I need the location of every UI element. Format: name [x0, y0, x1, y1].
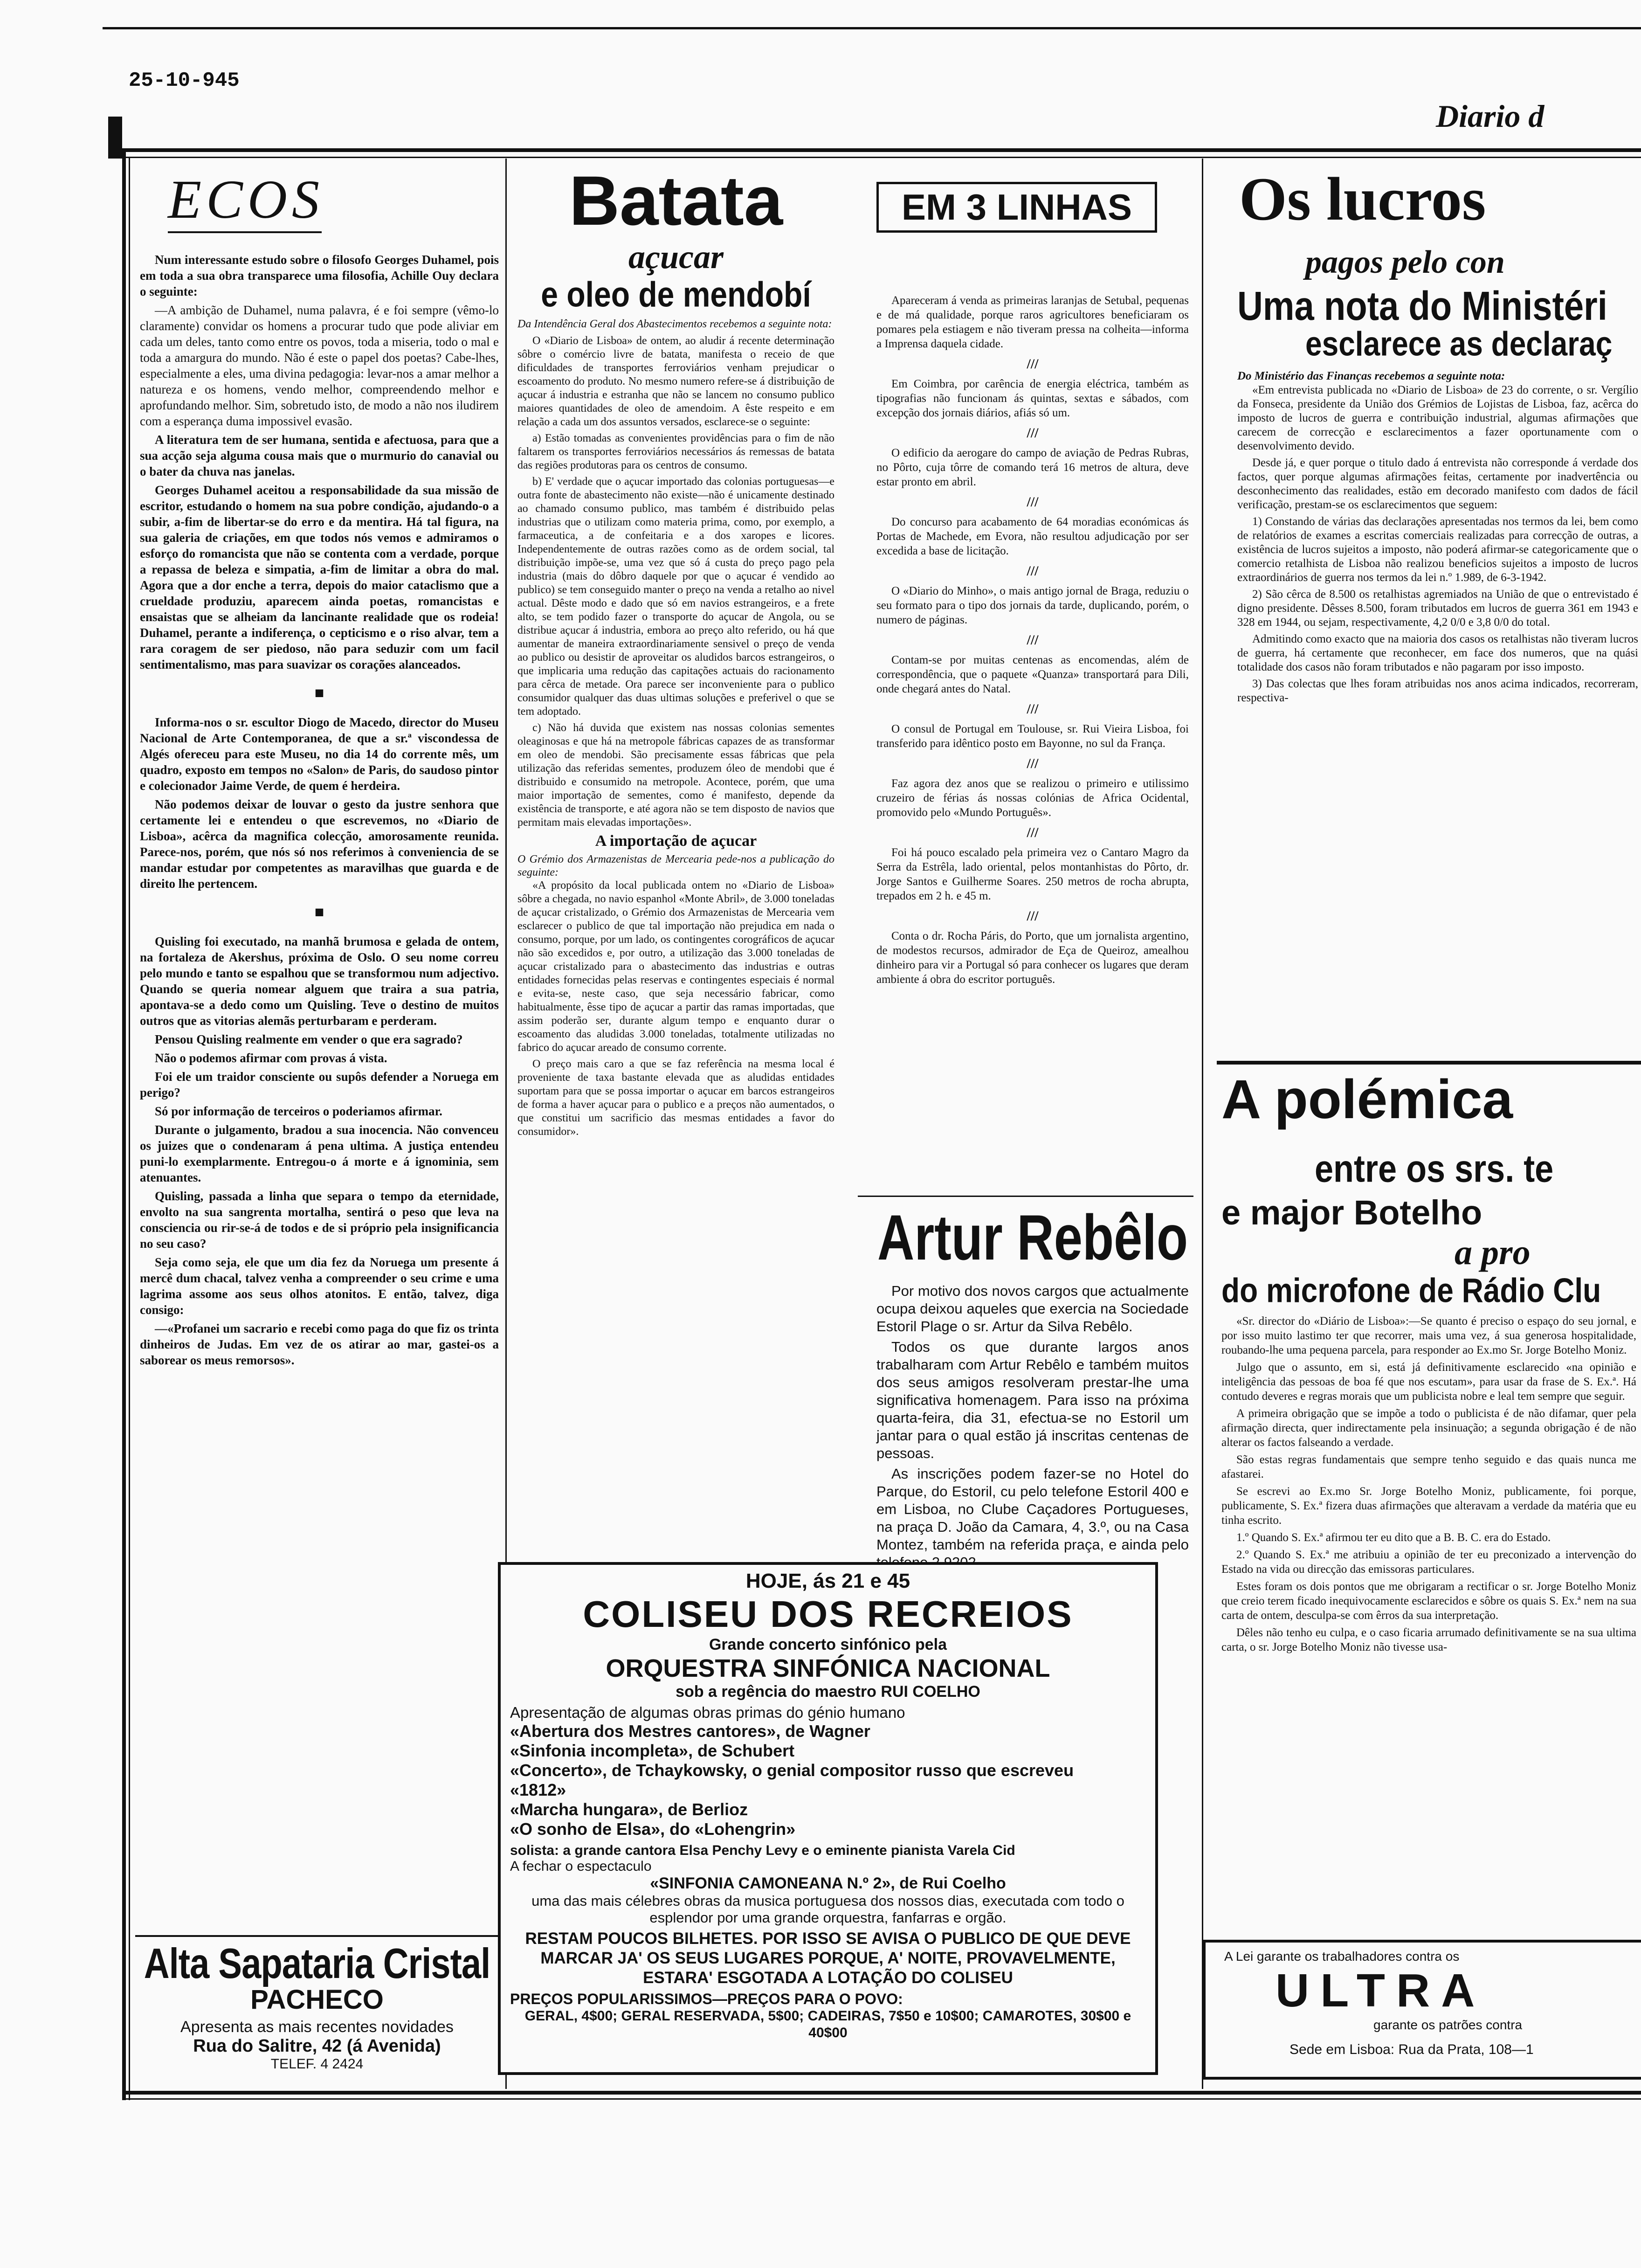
rebelo-article	[876, 1202, 1189, 1553]
coliseu-piece3: «Concerto», de Tchaykowsky, o genial compositor russo que escreveu	[510, 1761, 1074, 1780]
lucros-body	[1237, 383, 1638, 705]
paragraph: O preço mais caro a que se faz referência na mesma local é proveniente de taxa bastante elevada que as aludidas entidades suportam para que se possa importar o açucar em barcos estrangeiros de forma a haver açucar para o publico e a preços não aumentados, o que constitui um sacrificio das mesmas entidades a favor do consumidor».	[517, 1058, 834, 1138]
paragraph: a) Estão tomadas as convenientes providências para o fim de não faltarem os transportes ferroviários necessários ás remessas de batata das regiões produtoras para os centros de consumo.	[517, 432, 834, 471]
polemica-title: A polémica	[1221, 1069, 1513, 1130]
item-divider: ///	[1027, 908, 1039, 924]
paragraph: Se escrevi ao Ex.mo Sr. Jorge Botelho Moniz, publicamente, foi porque, publicamente, S. Ex.ª fizera duas afirmações que alteravam a verdade da matéria que eu tinha escrito.	[1221, 1485, 1636, 1527]
acucar-intro: O Grémio dos Armazenistas de Mercearia pede-nos a publicação do seguinte:	[517, 853, 834, 878]
coliseu-maestro: sob a regência do maestro RUI COELHO	[676, 1683, 980, 1701]
ultra-brand: ULTRA	[1276, 1964, 1486, 2017]
batata-intro: Da Intendência Geral dos Abastecimentos recebemos a seguinte nota:	[517, 318, 832, 330]
frame-left-rule	[122, 148, 126, 2100]
paragraph: Foi ele um traidor consciente ou supôs defender a Noruega em perigo?	[140, 1070, 499, 1099]
paragraph: «A propósito da local publicada ontem no «Diario de Lisboa» sôbre a chegada, no navio espanhol «Monte Abril», de 3.000 toneladas de açucar cristalizado, o Grémio dos Armazenistas de Mercearia vem esclarecer o publico de que tal importação não prejudica em nada o consumo, porque, por um lado, os contingentes corográficos de açucar não são excedidos e, por outro, a utilização das 3.000 toneladas de açucar cristalizado para o abastecimento das industrias e outras entidades fornecidas pelas reservas e contingentes especiais é normal e evita-se, neste caso, que seja necessário fabricar, como habitualmente, êsse tipo de açucar a partir das ramas importadas, que assim poderão ser, durante algum tempo e enquanto durar o escoamento das aludidas 3.000 toneladas, totalmente utilizadas no fabrico do açucar areado de consumo corrente.	[517, 879, 834, 1054]
ultra-line3: garante os patrões contra	[1373, 2018, 1523, 2032]
coliseu-ad	[498, 1562, 1158, 2075]
news-item: Foi há pouco escalado pela primeira vez o Cantaro Magro da Serra da Estrêla, lado oriental, pelos montanhistas do Pôrto, dr. Jorge Santos e Guilherme Soares. 250 metros de rocha abrupta, trepados em 2 h. e 45 m.	[876, 846, 1189, 902]
paragraph: Julgo que o assunto, em si, está já definitivamente esclarecido «na opinião e inteligência das pessoas de boa fé que nos escutam», para usar da frase de S. Ex.ª. Há contudo deveres e regras morais que um publicista nobre e leal tem sempre que seguir.	[1221, 1361, 1636, 1403]
paragraph: c) Não há duvida que existem nas nossas colonias sementes oleaginosas e que há na metropole fábricas capazes de as transformar em oleo de mendobi. São precisamente essas fábricas que pela utilização das referidas sementes, produzem óleo de mendobi que é distribuido e consumido na metropole. Acontece, porém, que uma maior importação de sementes, como é manifesto, depende da existência de transporte, e até agora não se tem disposto de navios que permitam mais elevadas importações».	[517, 722, 834, 829]
paragraph: Quisling, passada a linha que separa o tempo da eternidade, envolto na sua sangrenta mortalha, sentirá o peso que leva na consciencia ou rir-se-á de todos e de si próprio pela insignificancia no seu caso?	[140, 1189, 499, 1251]
ecos-title-underline	[168, 231, 322, 233]
coliseu-warning: RESTAM POUCOS BILHETES. POR ISSO SE AVISA O PUBLICO DE QUE DEVE MARCAR JA' OS SEUS LUGARES PORQUE, A' NOITE, PROVAVELMENTE, ESTARA' ESGOTADA A LOTAÇÃO DO COLISEU	[525, 1929, 1131, 1987]
masthead: Diario d	[1436, 98, 1544, 134]
ultra-line4: Sede em Lisboa: Rua da Prata, 108—1	[1289, 2042, 1534, 2057]
ultra-ad	[1203, 1940, 1641, 2080]
paragraph: Georges Duhamel aceitou a responsabilidade da sua missão de escritor, estudando o homem na sua pobre condição, ajudando-o a subir, a-fim de libertar-se do erro e da mentira. Há tal figura, na sua galeria de criações, em que todos nós vemos e admiramos o esforço do romancista que não se contenta com a verdade, porque a repassa de beleza e simpatia, a-fim de limitar a obra do mal. Agora que a dor enche a terra, depois do maior cataclismo que a crueldade produziu, aparecem ainda poetas, romancistas e ensaistas que se alheiam da lancinante realidade que os rodeia! Duhamel, perante a indiferença, o cepticismo e o riso alvar, tem a rara coragem de ser piedoso, não para seduzir com um facil sentimentalismo, mas para suavizar os corações alanceados.	[140, 483, 499, 671]
paragraph: 1.º Quando S. Ex.ª afirmou ter eu dito que a B. B. C. era do Estado.	[1236, 1531, 1551, 1544]
polemica-body	[1221, 1314, 1636, 1654]
frame-top-rule-thin	[122, 157, 1641, 158]
polemica-sub1: entre os srs. te	[1315, 1148, 1554, 1190]
paragraph: Informa-nos o sr. escultor Diogo de Macedo, director do Museu Nacional de Arte Contemporanea, de que a sr.ª viscondessa de Algés ofereceu para este Museu, no dia 14 do corrente mês, um quadro, exposto em tempos no «Salon» de Paris, do saudoso pintor e colecionador Jaime Verde, de quem é herdeira.	[140, 715, 499, 793]
news-item: Conta o dr. Rocha Páris, do Porto, que um jornalista argentino, de modestos recursos, admirador de Eça de Queiroz, amealhou dinheiro para vir a Portugal só para conhecer os lugares que deram ambiente á obra do escritor português.	[876, 930, 1189, 986]
em3linhas-column	[876, 182, 1189, 1198]
ad-phone: TELEF. 4 2424	[270, 2056, 364, 2072]
ecos-item-museu	[140, 714, 499, 892]
batata-column	[517, 163, 834, 1543]
lucros-sub1: pagos pelo con	[1305, 244, 1505, 280]
paragraph: b) E' verdade que o açucar importado das colonias portuguesas—e outra fonte de abastecimento não existe—não é unicamente destinado ao chamado consumo publico, mas também é distribuido pelas industrias que o utilizam como materia prima, como, por exemplo, a farmaceutica, a de confeitaria e a dos xaropes e licores. Independentemente de outras razões como as de ordem social, tal distribuição impõe-se, uma vez que só á custa do preço pago pela industria (mais do dôbro daquele por que o açucar é vendido ao publico) se tem conseguido manter o preço na venda a retalho ao nivel actual. Dêste modo e dado que só em navios estrangeiros, e a frete alto, se tem podido fazer o transporte do açucar de Angola, ou se distribue açucar á industria, embora ao preço alto referido, ou há que aumentar de maneira extraordinariamente sensivel o preço de venda ao publico ou desistir de aproveitar os aludidos barcos estrangeiros, o que implicaria uma redução das capitações actuais do racionamento para cêrca de metade. Ora parece ser inconveniente para o publico consumidor qualquer das duas ultimas soluções e preferivel o que se tem adoptado.	[517, 476, 834, 718]
paragraph: O «Diario de Lisboa» de ontem, ao aludir á recente determinação sôbre o comércio livre de batata, manifesta o receio de que dificuldades de transportes ferroviários venham prejudicar o escoamento do produto. No mesmo numero refere-se á distribuição de açucar á industria e estranha que não se lancem no consumo publico maiores quantidades de oleo de amendoim. A êste respeito e em relação a cada um dos assuntos versados, esclarece-se o seguinte:	[517, 335, 834, 428]
coliseu-sinfonia: «SINFONIA CAMONEANA N.º 2», de Rui Coelho	[650, 1874, 1006, 1892]
acucar-body	[517, 879, 834, 1139]
paragraph: «Sr. director do «Diário de Lisboa»:—Se quanto é preciso o espaço do seu jornal, e por isso muito lastimo ter que recorrer, mais uma vez, á sua generosa hospitalidade, roubando-lhe uma pequena parcela, para responder ao Ex.mo Sr. Jorge Botelho Moniz.	[1221, 1315, 1636, 1356]
paragraph: —A ambição de Duhamel, numa palavra, é e foi sempre (vêmo-lo claramente) convidar os homens a procurar tudo que pode aliviar em cada um deles, tanto como entre os povos, toda a miseria, todo o mal e toda a amargura do mundo. Não é este o papel dos poetas? Cabe-lhes, especialmente a eles, uma divina pedagogia: levar-nos a amar melhor a natureza e os homens, vendo melhor, compreendendo melhor e aprofundando melhor. Sim, sobretudo isto, de modo a não nos iludirem com a esperança duma impossivel evasão.	[140, 303, 499, 428]
news-item: Apareceram á venda as primeiras laranjas de Setubal, pequenas e de má qualidade, porque raros agricultores beneficiaram os pomares pela estiagem e não tiveram pressa na colheita—informa a Imprensa daquela cidade.	[876, 294, 1189, 350]
paragraph: Seja como seja, ele que um dia fez da Noruega um presente á mercê dum chacal, talvez venha a compreender o seu crime e uma lagrima assome aos seus olhos atonitos. E então, talvez, diga consigo:	[140, 1255, 499, 1317]
news-item: O consul de Portugal em Toulouse, sr. Rui Vieira Lisboa, foi transferido para idêntico posto em Bayonne, no sul da França.	[876, 723, 1189, 750]
ecos-title: ECOS	[168, 169, 324, 230]
page-date: 25-10-945	[129, 69, 240, 92]
paragraph: A literatura tem de ser humana, sentida e afectuosa, para que a sua acção seja alguma cousa mais que o murmurio do canavial ou o bater da chuva nas janelas.	[140, 433, 499, 478]
ecos-item-duhamel	[140, 252, 499, 672]
polemica-sub3: a pro	[1455, 1233, 1531, 1272]
frame-bottom-rule-thin	[122, 2098, 1641, 2100]
paragraph: Durante o julgamento, bradou a sua inocencia. Não convenceu os juizes que o condenaram á pena ultima. A justiça entendeu puni-lo exemplarmente. Entregou-o á morte e á ignominia, sem atenuantes.	[140, 1123, 499, 1184]
paragraph: Num interessante estudo sobre o filosofo Georges Duhamel, pois em toda a sua obra transparece uma filosofia, Achille Ouy declara o seguinte:	[140, 253, 499, 298]
paragraph: São estas regras fundamentais que sempre tenho seguido e das quais nunca me afastarei.	[1221, 1453, 1636, 1480]
batata-sub2: e oleo de mendobí	[541, 274, 811, 314]
lucros-title: Os lucros	[1239, 165, 1486, 233]
item-divider: ///	[1027, 756, 1039, 771]
item-divider: ///	[1027, 632, 1039, 648]
paragraph: Pensou Quisling realmente em vender o que era sagrado?	[155, 1032, 463, 1046]
coliseu-soloists: solista: a grande cantora Elsa Penchy Levy e o eminente pianista Varela Cid	[510, 1843, 1015, 1858]
paragraph: Estes foram os dois pontos que me obrigaram a rectificar o sr. Jorge Botelho Moniz que creio terem ficado inequivocamente esclarecidos e sôbre os quais S. Ex.ª nem na sua carta de ontem, desculpa-se com êrros da sua interpretação.	[1221, 1580, 1636, 1622]
section-bullet: ■	[314, 685, 324, 702]
lucros-sub2: Uma nota do Ministéri	[1237, 283, 1607, 329]
paragraph: —«Profanei um sacrario e recebi como paga do que fiz os trinta dinheiros de Judas. Em vez de os atirar ao mar, gastei-os a saborear os meus remorsos».	[140, 1321, 499, 1367]
paragraph: 2) São cêrca de 8.500 os retalhistas agremiados na União de que o entrevistado é digno presidente. Dêsses 8.500, foram tributados em lucros de guerra 361 em 1943 e 328 em 1944, ou sejam, respectivamente, 4,2 0/0 e 3,8 0/0 do total.	[1237, 588, 1638, 629]
em3linhas-title: EM 3 LINHAS	[876, 182, 1157, 233]
coliseu-time: HOJE, ás 21 e 45	[745, 1570, 910, 1592]
frame-top-rule	[122, 148, 1641, 152]
polemica-article	[1217, 1068, 1641, 1944]
paragraph: Desde já, e quer porque o titulo dado á entrevista não corresponde á verdade dos factos, quer porque algumas afirmações feitas, certamente por inadvertência ou desconhecimento das realidades, estão em decorado manifesto com dados de fácil verificação, prestam-se os esclarecimentos que seguem:	[1237, 456, 1638, 511]
item-divider: ///	[1027, 563, 1039, 579]
lucros-intro: Do Ministério das Finanças recebemos a seguinte nota:	[1237, 370, 1505, 382]
polemica-top-rule	[1217, 1061, 1641, 1065]
item-divider: ///	[1027, 825, 1039, 840]
column-divider-2	[1202, 159, 1203, 2089]
paragraph: As inscrições podem fazer-se no Hotel do Parque, do Estoril, cu pelo telefone Estoril 400 e em Lisboa, no Clube Caçadores Portugueses, na praça D. João da Camara, 4, 3.º, ou na Casa Montez, também na referida praça, e ainda pelo	[876, 1466, 1189, 1553]
coliseu-piece1: «Abertura dos Mestres cantores», de Wagner	[510, 1722, 870, 1741]
paragraph: Só por informação de terceiros o poderiamos afirmar.	[155, 1104, 442, 1118]
coliseu-prices-head: PREÇOS POPULARISSIMOS—PREÇOS PARA O POVO:	[510, 1991, 903, 2007]
coliseu-piece2: «Sinfonia incompleta», de Schubert	[510, 1741, 795, 1760]
news-item: Do concurso para acabamento de 64 moradias económicas ás Portas de Machede, em Evora, não resultou adjudicação por ser excedida a base de licitação.	[876, 516, 1189, 557]
paragraph: Quisling foi executado, na manhã brumosa e gelada de ontem, na fortaleza de Akershus, próxima de Oslo. O seu nome correu pelo mundo e tanto se espalhou que se transformou num adjectivo. Quando se queria nomear alguem que traira a sua patria, apontava-se a dedo como um Quisling. Teve o destino de muitos outros que as vitorias alemãs perturbaram e perderam.	[140, 934, 499, 1028]
paragraph: Não o podemos afirmar com provas á vista.	[155, 1051, 387, 1065]
paragraph: A primeira obrigação que se impõe a todo o publicista é de não difamar, quer pela afirmação directa, quer indirectamente pela insinuação; a segunda obrigação é de não alterar os factos falseando a verdade.	[1221, 1407, 1636, 1449]
news-item: Faz agora dez anos que se realizou o primeiro e utilissimo cruzeiro de férias ás nossas colónias de Africa Ocidental, promovido pelo «Mundo Português».	[876, 777, 1189, 819]
paragraph: «Em entrevista publicada no «Diario de Lisboa» de 23 do corrente, o sr. Vergílio da Fonseca, presidente da União dos Grémios de Lojistas de Lisboa, faz, acêrca do imposto de lucros de guerra e contribuição industrial, algumas afirmações que carecem de correcção e esclarecimentos a fazer oportunamente com o desenvolvimento devido.	[1237, 384, 1638, 452]
coliseu-line3: Grande concerto sinfónico pela	[709, 1636, 947, 1653]
left-margin-strip	[108, 117, 122, 159]
acucar-subhead: A importação de açucar	[595, 832, 757, 850]
coliseu-venue: COLISEU DOS RECREIOS	[583, 1593, 1073, 1635]
coliseu-closing: A fechar o espectaculo	[510, 1859, 652, 1874]
frame-left-rule-thin	[129, 157, 130, 2100]
batata-body	[517, 334, 834, 830]
paragraph: Por motivo dos novos cargos que actualmente ocupa deixou aqueles que exercia na Sociedade Estoril Plage o sr. Artur da Silva Rebêlo.	[876, 1283, 1189, 1335]
rebelo-body	[876, 1282, 1189, 1571]
ultra-line1: A Lei garante os trabalhadores contra os	[1224, 1949, 1460, 1964]
item-divider: ///	[1027, 701, 1039, 717]
coliseu-orchestra: ORQUESTRA SINFÓNICA NACIONAL	[606, 1654, 1050, 1682]
coliseu-prices: GERAL, 4$00; GERAL RESERVADA, 5$00; CADEIRAS, 7$50 e 10$00; CAMAROTES, 30$00 e 40$00	[524, 2008, 1131, 2040]
top-border	[103, 27, 1641, 29]
news-item: O edificio da aerogare do campo de aviação de Pedras Rubras, no Pôrto, cuja tôrre de comando terá 16 metros de altura, deve estar pronto em abril.	[876, 447, 1189, 488]
paragraph: Todos os que durante largos anos trabalharam com Artur Rebêlo e também muitos dos seus amigos resolveram prestar-lhe uma significativa homenagem. Para isso na próxima quarta-feira, dia 31, efectua-se no Estoril um jantar para o qual estão já inscritas centenas de pessoas.	[876, 1339, 1189, 1461]
em3linhas-items	[876, 293, 1189, 987]
paragraph: Admitindo como exacto que na maioria dos casos os retalhistas não tiveram lucros de guerra, há certamente que reconhecer, em face dos numeros, que na quási totalidade dos casos não foram tributados e não pagaram por isso imposto.	[1237, 633, 1638, 673]
polemica-sub2: e major Botelho	[1221, 1193, 1482, 1232]
ad-top-rule	[135, 1935, 499, 1937]
coliseu-desc: uma das mais célebres obras da musica portuguesa dos nossos dias, executada com todo o esplendor por uma grande orquestra, fanfarras e orgão.	[531, 1893, 1124, 1926]
coliseu-piece4: «Marcha hungara», de Berlioz	[510, 1800, 748, 1819]
rebelo-title: Artur Rebêlo	[877, 1202, 1188, 1274]
news-item: Em Coimbra, por carência de energia eléctrica, também as tipografias não funcionam ás quintas, sextas e sábados, com excepção dos jornais diários, afiás só um.	[876, 378, 1189, 419]
item-divider: ///	[1027, 356, 1039, 372]
lucros-column	[1217, 163, 1641, 1058]
paragraph: 2.º Quando S. Ex.ª me atribuiu a opinião de ter eu preconizado a intervenção do Estado na vida ou direcção das emissoras particulares.	[1221, 1549, 1636, 1576]
item-divider: ///	[1027, 425, 1039, 441]
polemica-sub4: do microfone de Rádio Clu	[1221, 1271, 1601, 1310]
batata-sub1: açucar	[628, 238, 724, 276]
ecos-item-quisling	[140, 933, 499, 1368]
item-divider: ///	[1027, 494, 1039, 510]
coliseu-piece3b: «1812»	[510, 1780, 566, 1799]
ad-line1: Apresenta as mais recentes novidades	[180, 2018, 454, 2036]
ad-shop-name: Alta Sapataria Cristal	[144, 1940, 490, 1988]
coliseu-piece5: «O sonho de Elsa», do «Lohengrin»	[510, 1819, 796, 1839]
paragraph: 1) Constando de várias das declarações apresentadas nos termos da lei, bem como de relatórios de exames a escritas comerciais realizadas para correcção de outras, a existência de lucros sujeitos a imposto, não poderá afirmar-se categoricamente que o comercio retalhista de Lisboa não realizou beneficios sujeitos a imposto de lucros extraordinários de guerra nos termos da lei n.º 1.989, de 6-3-1942.	[1237, 515, 1638, 584]
lucros-sub3: esclarece as declaraç	[1305, 324, 1613, 363]
paragraph: Não podemos deixar de louvar o gesto da justre senhora que certamente lei e entendeu o que escrevemos, no «Diario de Lisboa», acêrca da magnifica colecção, amorosamente reunida. Parece-nos, porém, que nós só nos referimos à conveniencia de se mandar estudar por competentes as maravilhas que guarda e de direito lhe pertencem.	[140, 797, 499, 891]
sapataria-ad	[135, 1935, 499, 2075]
coliseu-line6: Apresentação de algumas obras primas do génio humano	[510, 1704, 905, 1721]
paragraph: 3) Das colectas que lhes foram atribuidas nos anos acima indicados, recorreram, respectiva-	[1237, 678, 1638, 704]
frame-bottom-rule	[122, 2091, 1641, 2095]
news-item: O «Diario do Minho», o mais antigo jornal de Braga, reduziu o seu formato para o tipo dos jornais da tarde, duplicando, porém, o numero de páginas.	[876, 585, 1189, 626]
news-item: Contam-se por muitas centenas as encomendas, além de correspondência, que o paquete «Quanza» transportará para Dili, onde chegará antes do Natal.	[876, 654, 1189, 695]
ecos-column	[140, 163, 499, 2084]
ad-address: Rua do Salitre, 42 (á Avenida)	[193, 2036, 441, 2056]
paragraph: Dêles não tenho eu culpa, e o caso ficaria arrumado definitivamente se na sua ultima carta, o sr. Jorge Botelho Moniz não tivesse usa-	[1221, 1626, 1636, 1653]
section-bullet: ■	[314, 904, 324, 921]
batata-title: Batata	[569, 161, 783, 240]
ad-shop-sub: PACHECO	[250, 1984, 384, 2015]
